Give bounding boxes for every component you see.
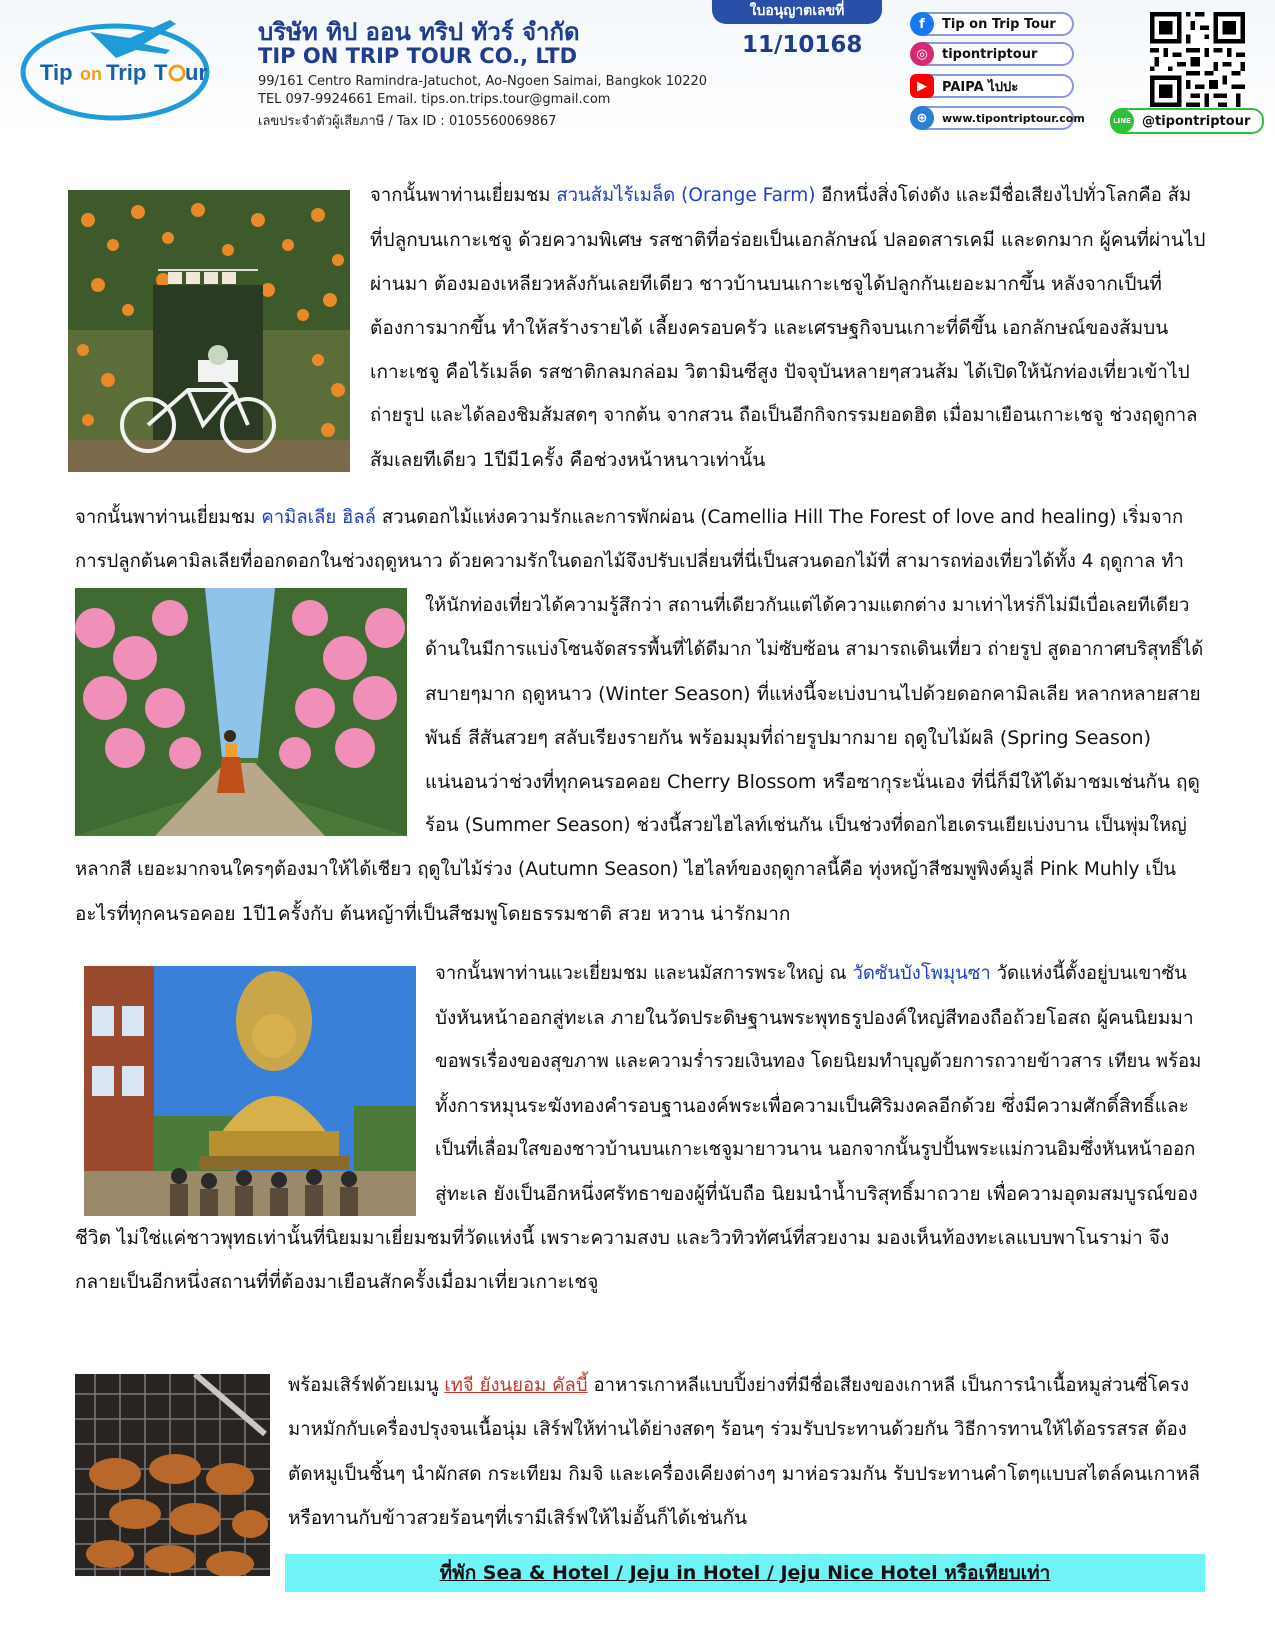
social-instagram-label: tipontriptour [942,46,1038,62]
bbq-menu-link[interactable]: เทจี ยังนยอม คัลบี้ [444,1375,588,1396]
instagram-icon: ◎ [910,42,934,66]
company-address: 99/161 Centro Ramindra-Jatuchot, Ao-Ngoen Saimai, Bangkok 10220 [258,74,708,89]
globe-icon: ⊕ [910,106,934,130]
svg-text:on: on [80,64,102,84]
line-id: @tipontriptour [1142,113,1251,129]
company-name-english: TIP ON TRIP TOUR CO., LTD [258,44,578,68]
svg-text:ur: ur [185,60,207,85]
svg-text:Trip: Trip [106,60,147,85]
bbq-intro: พร้อมเสิร์ฟด้วยเมนู [288,1375,445,1396]
social-facebook[interactable] [912,12,1074,36]
temple-buddha-photo [84,966,416,1216]
company-logo [20,14,210,122]
orange-farm-line-6: ถ่ายรูป และได้ลองชิมส้มสดๆ จากต้น จากสวน ถือเป็นอีกกิจกรรมยอดฮิต เมื่อมาเยือนเกาะเชจู ช่วงฤดูกาล [370,405,1198,426]
korean-bbq-photo [75,1374,270,1576]
svg-text:Tip: Tip [40,60,73,85]
temple-line-3: ขอพรเรื่องของสุขภาพ และความร่ำรวยเงินทอง โดยนิยมทำบุญด้วยการถวายข้าวสาร เทียน พร้อม [435,1051,1202,1072]
company-tax-id: เลขประจำตัวผู้เสียภาษี / Tax ID : 0105560069867 [258,114,557,129]
bbq-intro-rest: อาหารเกาหลีแบบปิ้งย่างที่มีชื่อเสียงของเกาหลี เป็นการนำเนื้อหมูส่วนซี่โครง [587,1375,1189,1396]
hotel-info-text: ที่พัก Sea & Hotel / Jeju in Hotel / Jeju Nice Hotel หรือเทียบเท่า [439,1562,1051,1584]
camellia-intro: จากนั้นพาท่านเยี่ยมชม [75,507,262,528]
company-name-thai: บริษัท ทิป ออน ทริป ทัวร์ จำกัด [258,18,580,46]
qr-code [1150,12,1245,107]
camellia-line-9: หลากสี เยอะมากจนใครๆต้องมาให้ได้เชียว ฤดูใบไม้ร่วง (Autumn Season) ไฮไลท์ของฤดูกาลนี้คือ ทุ่งหญ้าสีชมพูพิงค์มูลี่ Pink Muhly เป็น [75,859,1177,880]
temple-line-2: บังหันหน้าออกสู่ทะเล ภายในวัดประดิษฐานพระพุทธรูปองค์ใหญ่สีทองถือถ้วยโอสถ ผู้คนนิยมมา [435,1007,1194,1029]
line-contact[interactable] [1110,108,1264,134]
orange-farm-photo [68,190,350,472]
temple-link[interactable]: วัดซันบังโพมุนซา [852,963,991,984]
orange-farm-line-5: เกาะเชจู คือไร้เมล็ด รสชาติกลมกล่อม วิตามินซีสูง ปัจจุบันหลายๆสวนส้ม ได้เปิดให้นักท่องเที่ยวเข้าไป [370,361,1190,383]
camellia-line-4: ด้านในมีการแบ่งโซนจัดสรรพื้นที่ได้ดีมาก ไม่ซับซ้อน สามารถเดินเที่ยว ถ่ายรูป สูดอากาศบริสุทธิ์ได้ [425,639,1204,660]
hotel-info-bar [285,1554,1205,1592]
svg-text:T: T [154,60,168,85]
orange-farm-line-7: ส้มเลยทีเดียว 1ปีมี1ครั้ง คือช่วงหน้าหนาวเท่านั้น [370,449,766,471]
social-youtube-label: PAIPA ไปปะ [942,79,1019,95]
line-icon: LINE [1110,109,1134,133]
camellia-line-10: อะไรที่ทุกคนรอคอย 1ปี1ครั้งกับ ต้นหญ้าที่เป็นสีชมพูโดยธรรมชาติ สวย หวาน น่ารักมาก [75,903,791,925]
temple-intro-rest: วัดแห่งนี้ตั้งอยู่บนเขาซัน [990,963,1187,984]
temple-intro: จากนั้นพาท่านแวะเยี่ยมชม และนมัสการพระใหญ่ ณ [435,963,853,984]
facebook-icon: f [910,12,934,36]
camellia-line-1 [75,506,1183,530]
camellia-line-6: พันธ์ สีสันสวยๆ สลับเรียงรายกัน พร้อมมุมที่ถ่ายรูปมากมาย ฤดูใบไม้ผลิ (Spring Season) [425,727,1152,749]
temple-line-6: สู่ทะเล ยังเป็นอีกหนึ่งศรัทธาของผู้ที่นับถือ นิยมนำน้ำบริสุทธิ์มาถวาย เพื่อความอุดมสมบูรณ์ของ [435,1183,1198,1205]
orange-farm-line-3: ผ่านมา ต้องมองเหลียวหลังกันเลยทีเดียว ชาวบ้านบนเกาะเชจูได้ปลูกกันเยอะมากขึ้น หลังจากเป็นที่ [370,273,1162,295]
orange-farm-line-1 [370,184,1191,208]
orange-farm-intro-rest: อีกหนึ่งสิ่งโด่งดัง และมีชื่อเสียงไปทั่วโลกคือ ส้ม [815,185,1192,206]
social-website-label: www.tipontriptour.com [942,111,1085,125]
temple-line-4: ทั้งการหมุนระฆังทองคำรอบฐานองค์พระเพื่อความเป็นศิริมงคลอีกด้วย ซึ่งมีความศักดิ์สิทธิ์และ [435,1095,1189,1117]
orange-farm-line-2: ที่ปลูกบนเกาะเชจู ด้วยความพิเศษ รสชาติที่อร่อยเป็นเอกลักษณ์ ปลอดสารเคมี และดกมาก ผู้คนที่ผ่านไป [370,229,1206,251]
camellia-link[interactable]: คามิลเลีย ฮิลล์ [261,507,377,528]
bbq-line-4: หรือทานกับข้าวสวยร้อนๆที่เรามีเสิร์ฟให้ไม่อั้นก็ได้เช่นกัน [288,1507,748,1529]
social-youtube[interactable] [912,74,1074,98]
temple-line-5: เป็นที่เลื่อมใสของชาวบ้านบนเกาะเชจูมายาวนาน นอกจากนั้นรูปปั้นพระแม่กวนอิมซึ่งหันหน้าออก [435,1139,1196,1160]
camellia-line-7: แน่นอนว่าช่วงที่ทุกคนรอคอย Cherry Blossom หรือซากุระนั่นเอง ที่นี่ก็มีให้ได้มาชมเช่นกัน ฤดู [425,771,1200,793]
temple-line-8: กลายเป็นอีกหนึ่งสถานที่ที่ต้องมาเยือนสักครั้งเมื่อมาเที่ยวเกาะเชจู [75,1271,599,1293]
social-website[interactable] [912,106,1085,130]
orange-farm-line-4: ต้องการมากขึ้น ทำให้สร้างรายได้ เลี้ยงครอบครัว และเศรษฐกิจบนเกาะที่ดีขึ้น เอกลักษณ์ของส้มบน [370,317,1169,339]
page-header [0,0,1275,140]
camellia-line-3: ให้นักท่องเที่ยวได้ความรู้สึกว่า สถานที่เดียวกันแต่ได้ความแตกต่าง มาเท่าไหร่ก็ไม่มีเบื่อเลยทีเดียว [425,595,1190,616]
company-contact: TEL 097-9924661 Email. tips.on.trips.tour@gmail.com [258,92,611,107]
license-number: 11/10168 [742,32,863,58]
bbq-line-1 [288,1374,1189,1398]
orange-farm-intro: จากนั้นพาท่านเยี่ยมชม [370,185,557,206]
license-label: ใบอนุญาตเลขที่ [712,0,882,24]
camellia-photo [75,588,407,836]
bbq-line-2: มาหมักกับเครื่องปรุงจนเนื้อนุ่ม เสิร์ฟให้ท่านได้ย่างสดๆ ร้อนๆ ร่วมรับประทานด้วยกัน วิธีการทานให้ได้อรรสรส ต้อง [288,1419,1187,1440]
youtube-icon: ▶ [910,74,934,98]
camellia-intro-rest: สวนดอกไม้แห่งความรักและการพักผ่อน (Camellia Hill The Forest of love and healing) เริ่มจาก [376,507,1184,528]
temple-line-1 [435,962,1187,986]
camellia-line-2: การปลูกต้นคามิลเลียที่ออกดอกในช่วงฤดูหนาว ด้วยความรักในดอกไม้จึงปรับเปลี่ยนที่นี่เป็นสวนดอกไม้ที่ สามารถท่องเที่ยวได้ทั้ง 4 ฤดูกาล ทำ [75,551,1184,572]
bbq-line-3: ตัดหมูเป็นชิ้นๆ นำผักสด กระเทียม กิมจิ และเครื่องเคียงต่างๆ มาห่อรวมกัน รับประทานคำโตๆแบบสไตล์คนเกาหลี [288,1463,1200,1485]
social-facebook-label: Tip on Trip Tour [942,16,1056,32]
temple-line-7: ชีวิต ไม่ใช่แค่ชาวพุทธเท่านั้นที่นิยมมาเยี่ยมชมที่วัดแห่งนี้ เพราะความสงบ และวิวทิวทัศน์ที่สวยงาม มองเห็นท้องทะเลแบบพาโนราม่า จึง [75,1227,1170,1249]
camellia-line-5: สบายๆมาก ฤดูหนาว (Winter Season) ที่แห่งนี้จะเบ่งบานไปด้วยดอกคามิลเลีย หลากหลายสาย [425,683,1201,705]
camellia-line-8: ร้อน (Summer Season) ช่วงนี้สวยไฮไลท์เช่นกัน เป็นช่วงที่ดอกไฮเดรนเยียเบ่งบาน เป็นพุ่มใหญ่ [425,815,1187,836]
social-instagram[interactable] [912,42,1074,66]
orange-farm-link[interactable]: สวนส้มไร้เมล็ด (Orange Farm) [556,185,816,206]
